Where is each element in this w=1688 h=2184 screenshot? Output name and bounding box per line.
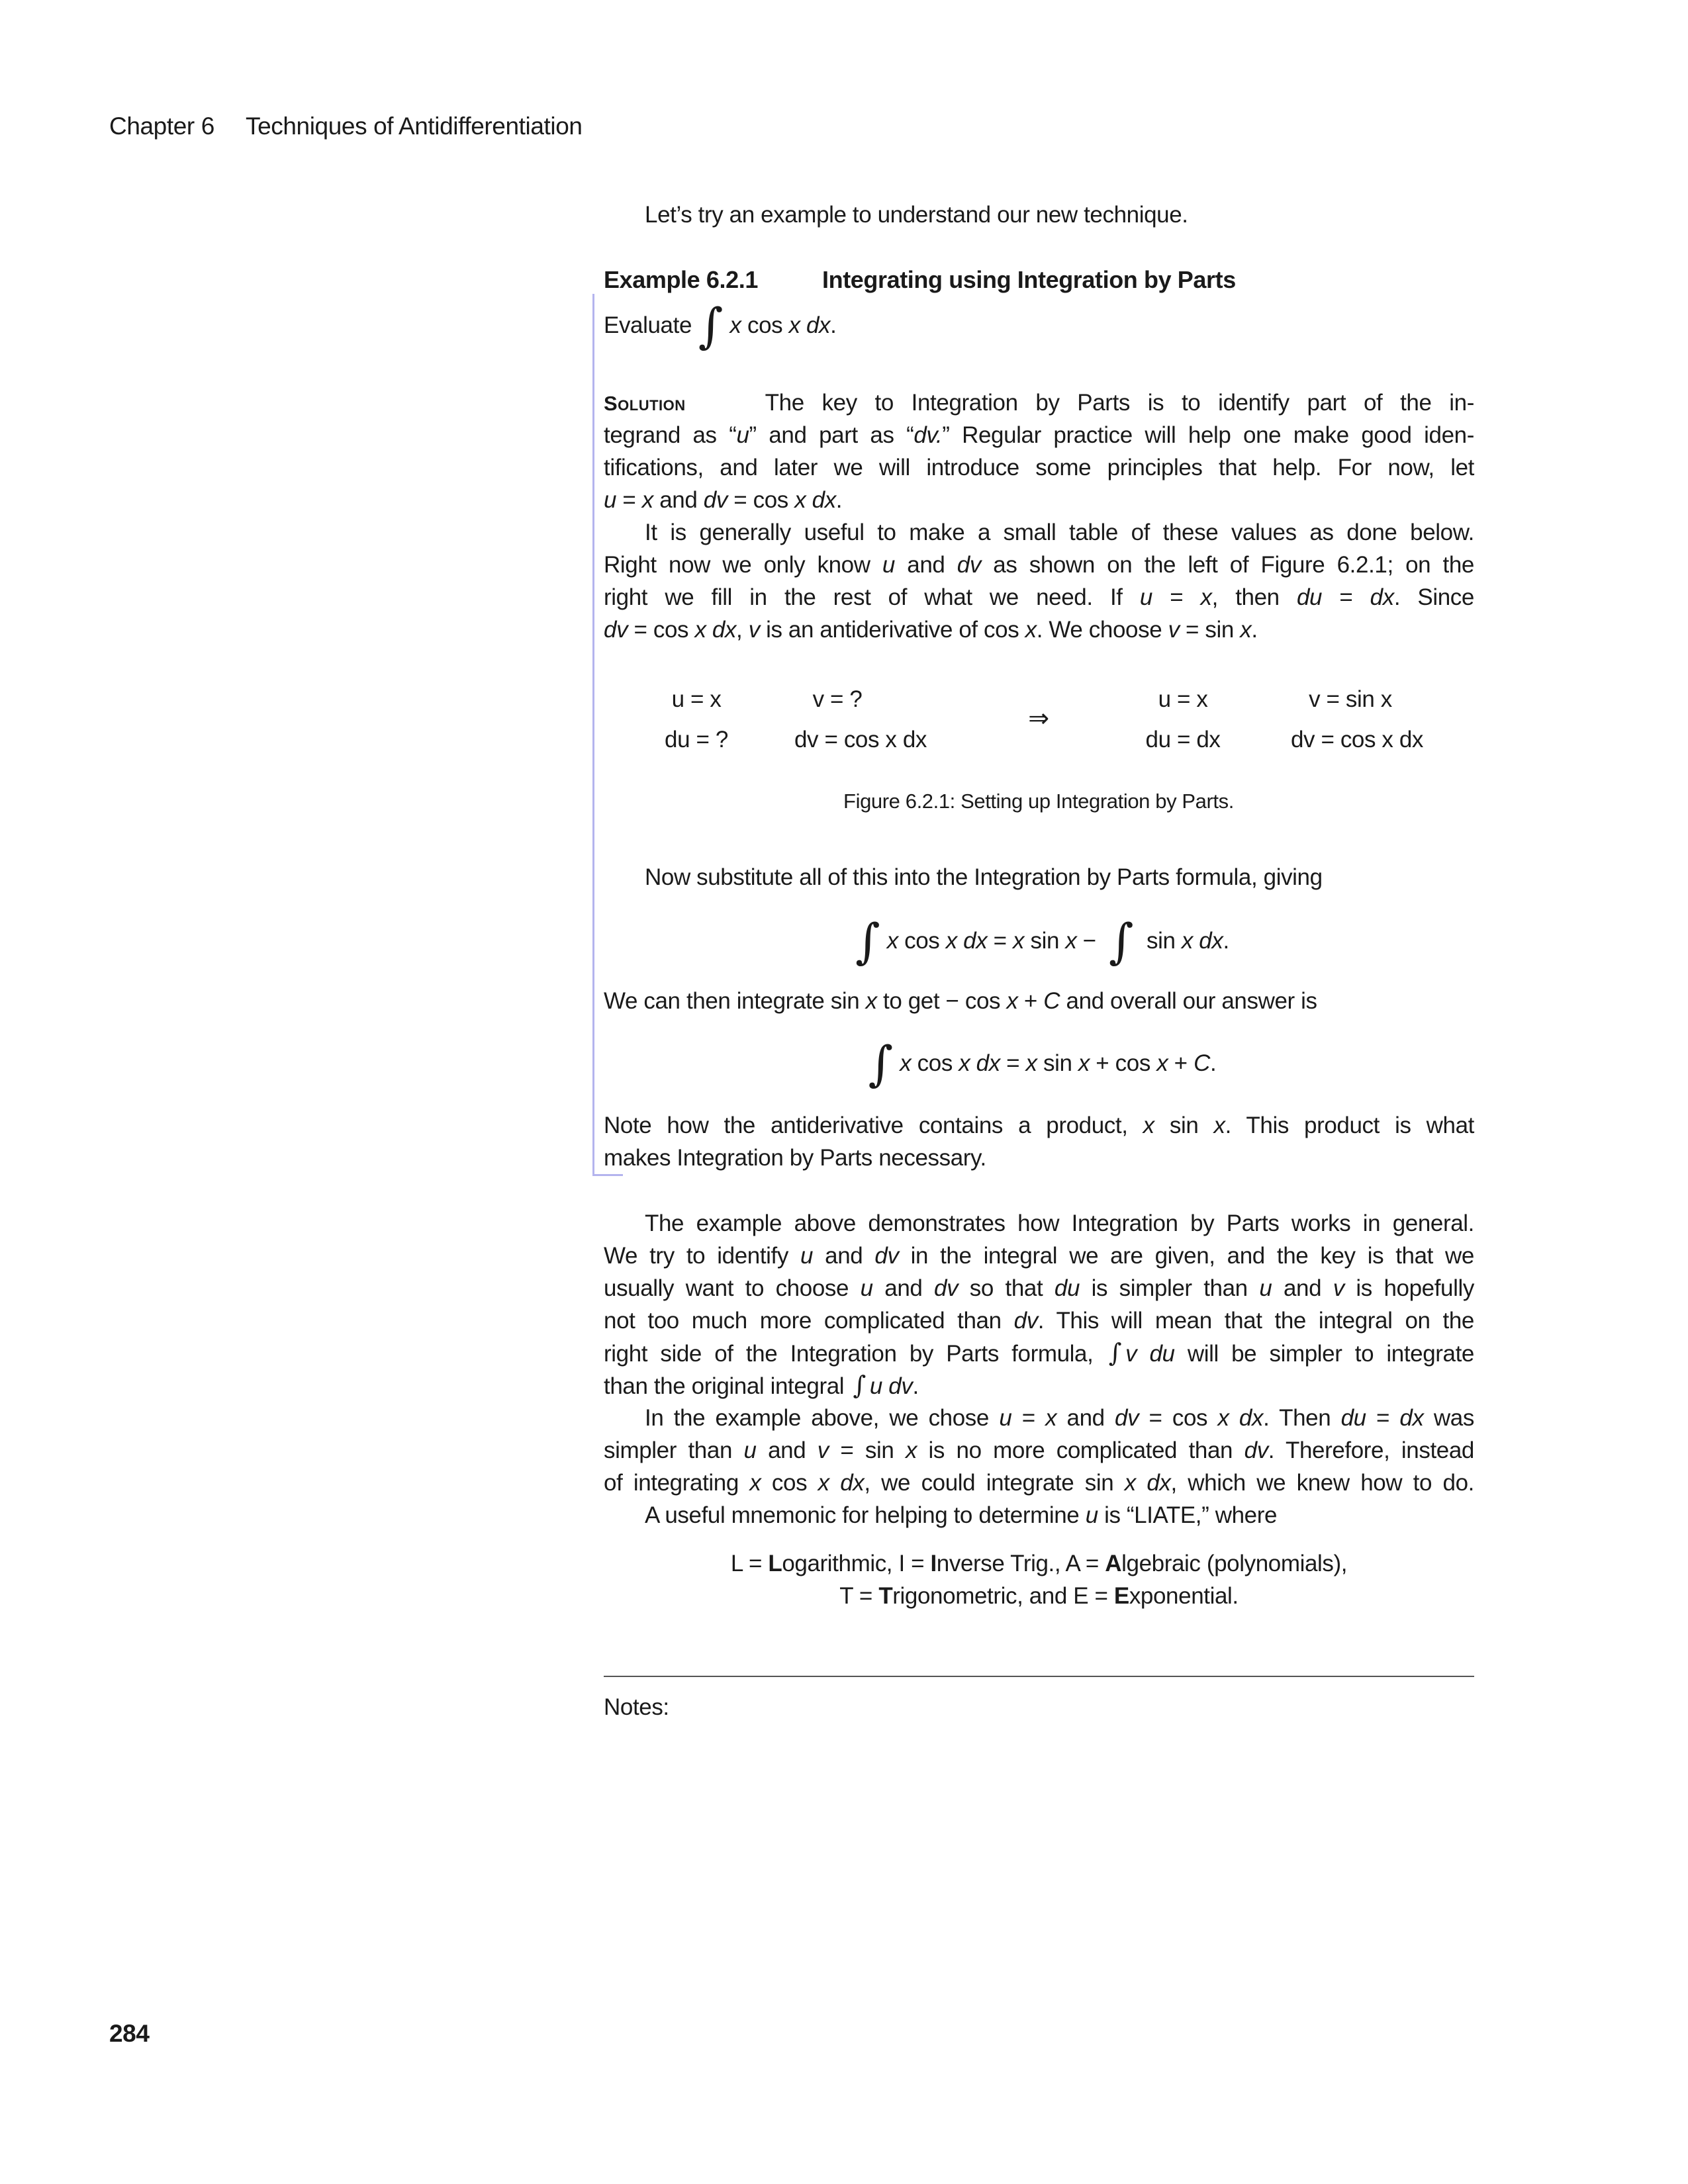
example-title: Integrating using Integration by Parts — [822, 266, 1236, 293]
text-segment: The key to Integration by Parts is to identify part of the in- — [765, 390, 1474, 416]
text-segment: right we fill in the rest of what we need. If — [604, 584, 1140, 610]
text-segment: x — [905, 1437, 917, 1463]
text-segment: x — [749, 1470, 761, 1496]
text-line — [604, 1337, 1474, 1369]
text-segment: dv. — [914, 422, 943, 448]
text-segment: dv — [604, 617, 628, 643]
text-line — [604, 1240, 1474, 1272]
text-segment: u — [743, 1437, 757, 1463]
text-segment: x — [1156, 1050, 1168, 1076]
text-segment: usually want to choose — [604, 1275, 861, 1301]
text-segment: x — [886, 928, 898, 954]
text-segment: x — [1065, 928, 1077, 954]
text-segment: x dx — [959, 1050, 1000, 1076]
text-segment: sin — [1140, 928, 1182, 954]
notes-divider — [604, 1676, 1474, 1677]
text-segment: lgebraic (polynomials), — [1121, 1551, 1348, 1576]
text-segment: = cos — [727, 487, 795, 513]
integral-sign-icon: ∫ — [1109, 913, 1134, 969]
fig-right-dv: dv = cos x dx — [1290, 727, 1424, 752]
text-segment: u — [999, 1405, 1012, 1431]
text-segment: = — [1152, 584, 1201, 610]
integral-sign-icon: ∫ — [853, 1371, 866, 1400]
text-segment: is simpler than — [1080, 1275, 1260, 1301]
text-segment: than the original integral — [604, 1373, 851, 1399]
text-segment: , — [736, 617, 749, 643]
integral-sign-icon: ∫ — [1108, 1338, 1122, 1367]
text-segment: T = — [839, 1583, 879, 1609]
text-segment: cos — [898, 928, 946, 954]
text-segment: . Since — [1393, 584, 1474, 610]
text-segment: tegrand as “ — [604, 422, 737, 448]
text-segment: u — [736, 422, 749, 448]
text-segment: cos — [741, 312, 789, 338]
text-segment: dv — [1013, 1308, 1038, 1334]
text-segment: dv — [703, 487, 727, 513]
text-segment: dv — [934, 1275, 959, 1301]
text-segment: dx — [1399, 1405, 1424, 1431]
text-segment: C — [1194, 1050, 1210, 1076]
note-paragraph — [604, 1109, 1474, 1174]
text-segment: x dx — [1181, 928, 1223, 954]
text-segment: The example above demonstrates how Integration by Parts works in general. — [645, 1210, 1474, 1236]
text-segment: x dx — [694, 617, 737, 643]
text-segment: will be simpler to integrate — [1174, 1341, 1475, 1367]
text-segment: = — [987, 928, 1013, 954]
text-segment: x — [1213, 1113, 1225, 1138]
integrate-paragraph — [604, 985, 1474, 1017]
text-segment: Evaluate — [604, 312, 692, 338]
text-line — [604, 199, 1474, 231]
text-segment: T — [878, 1583, 893, 1609]
text-segment: v — [1168, 617, 1180, 643]
text-segment: + — [1168, 1050, 1194, 1076]
text-segment: = — [1322, 584, 1370, 610]
text-segment: v du — [1125, 1341, 1175, 1367]
text-segment: and — [894, 552, 957, 578]
text-segment: x — [1200, 584, 1212, 610]
text-segment: as shown on the left of Figure 6.2.1; on the — [980, 552, 1474, 578]
text-segment: . — [1251, 617, 1258, 643]
implies-arrow-icon: ⇒ — [1028, 705, 1049, 733]
text-segment: sin — [1024, 928, 1066, 954]
text-segment: in the integral we are given, and the key is that we — [898, 1243, 1474, 1269]
text-segment: u — [800, 1243, 814, 1269]
text-segment: u — [1259, 1275, 1272, 1301]
example-sidebar-bar — [592, 294, 594, 1176]
text-segment: u — [1085, 1502, 1098, 1528]
fig-right-du: du = dx — [1145, 727, 1221, 752]
text-segment: cos — [761, 1470, 818, 1496]
text-segment: = cos — [1139, 1405, 1218, 1431]
text-segment: dx — [1370, 584, 1394, 610]
text-segment: Right now we only know — [604, 552, 882, 578]
text-segment: dv — [874, 1243, 899, 1269]
running-header — [109, 113, 583, 140]
text-segment: I — [930, 1551, 937, 1576]
substitute-paragraph — [604, 861, 1474, 893]
text-segment: x — [865, 988, 877, 1014]
text-segment: and — [872, 1275, 935, 1301]
text-segment: , we could integrate sin — [864, 1470, 1125, 1496]
text-segment: E — [1113, 1583, 1129, 1609]
text-segment: nverse Trig., A = — [936, 1551, 1105, 1576]
text-segment: du — [1340, 1405, 1366, 1431]
text-segment: x — [729, 312, 741, 338]
text-line — [604, 1434, 1474, 1467]
text-segment: to get − cos — [876, 988, 1007, 1014]
text-segment: x — [900, 1050, 912, 1076]
text-segment: x — [1078, 1050, 1090, 1076]
text-segment: tifications, and later we will introduce some principles that help. For now, let — [604, 455, 1474, 480]
text-line — [604, 419, 1474, 451]
example-number: Example 6.2.1 — [604, 266, 758, 293]
intro-paragraph — [604, 199, 1474, 231]
text-segment: . Then — [1263, 1405, 1341, 1431]
text-segment: , which we knew how to do. — [1170, 1470, 1474, 1496]
text-line — [604, 1402, 1474, 1434]
text-segment: cos — [911, 1050, 959, 1076]
text-segment: x — [1025, 617, 1037, 643]
text-segment: xponential. — [1129, 1583, 1239, 1609]
text-segment: = — [616, 487, 642, 513]
text-segment: We can then integrate sin — [604, 988, 866, 1014]
text-segment: so that — [958, 1275, 1055, 1301]
integral-sign-icon: ∫ — [868, 1036, 894, 1091]
fig-left-du: du = ? — [665, 727, 728, 752]
text-segment: x — [1143, 1113, 1154, 1138]
equation-parts — [604, 913, 1474, 969]
text-segment: v — [1333, 1275, 1344, 1301]
text-line — [604, 484, 1474, 516]
text-line — [604, 1467, 1474, 1499]
text-segment: and — [1056, 1405, 1115, 1431]
evaluate-statement — [604, 298, 1474, 353]
text-segment: L — [768, 1551, 782, 1576]
text-segment: ” Regular practice will help one make good iden- — [942, 422, 1474, 448]
fig-right-v: v = sin x — [1309, 686, 1392, 712]
text-line — [604, 1304, 1474, 1337]
text-segment: u — [860, 1275, 873, 1301]
text-segment: x dx — [788, 312, 831, 338]
text-segment: dv — [1115, 1405, 1139, 1431]
text-segment: A useful mnemonic for helping to determine — [645, 1502, 1086, 1528]
text-segment: + cos — [1089, 1050, 1157, 1076]
text-segment: . — [1223, 928, 1229, 954]
chapter-title: Techniques of Antidifferentiation — [246, 113, 583, 140]
integral-sign-icon: ∫ — [698, 298, 724, 353]
text-line — [604, 581, 1474, 614]
text-line — [604, 1580, 1474, 1612]
text-line — [604, 549, 1474, 581]
text-segment: In the example above, we chose — [645, 1405, 1000, 1431]
text-segment: = — [1000, 1050, 1026, 1076]
text-segment: and — [1272, 1275, 1333, 1301]
text-segment: and overall our answer is — [1060, 988, 1317, 1014]
integral-sign-icon: ∫ — [855, 913, 880, 969]
text-segment: C — [1043, 988, 1060, 1014]
fig-left-dv: dv = cos x dx — [794, 727, 927, 752]
text-segment: . Therefore, instead — [1268, 1437, 1474, 1463]
text-line — [604, 298, 1474, 353]
text-segment: sin — [1154, 1113, 1214, 1138]
equation-answer — [604, 1036, 1474, 1091]
text-segment: and — [756, 1437, 818, 1463]
text-segment: du — [1296, 584, 1323, 610]
page-number: 284 — [109, 2020, 150, 2047]
text-segment: = sin — [1179, 617, 1241, 643]
text-segment: u dv — [869, 1373, 913, 1399]
text-segment: is hopefully — [1344, 1275, 1474, 1301]
text-segment: Note how the antiderivative contains a product, — [604, 1113, 1143, 1138]
text-segment: of integrating — [604, 1470, 750, 1496]
text-segment: dv — [1244, 1437, 1268, 1463]
solution-paragraph — [604, 387, 1474, 646]
text-segment: L = — [730, 1551, 769, 1576]
text-segment: . This will mean that the integral on the — [1037, 1308, 1474, 1334]
text-segment: simpler than — [604, 1437, 744, 1463]
text-segment: and — [813, 1243, 875, 1269]
text-line — [604, 1207, 1474, 1240]
text-segment: du — [1054, 1275, 1080, 1301]
text-segment: = — [1011, 1405, 1046, 1431]
text-segment: x dx — [1217, 1405, 1264, 1431]
general-paragraph — [604, 1207, 1474, 1531]
text-segment: Let’s try an example to understand our new technique. — [645, 202, 1188, 228]
text-segment: x — [1025, 1050, 1037, 1076]
text-segment: . This product is what — [1225, 1113, 1474, 1138]
text-segment: ogarithmic, I = — [782, 1551, 931, 1576]
text-segment: It is generally useful to make a small table of these values as done below. — [645, 520, 1474, 545]
example-sidebar-end — [592, 1174, 623, 1176]
text-line — [604, 516, 1474, 549]
text-line — [604, 614, 1474, 646]
text-segment: makes Integration by Parts necessary. — [604, 1145, 986, 1171]
text-segment: We try to identify — [604, 1243, 801, 1269]
notes-label: Notes: — [604, 1694, 669, 1720]
example-heading — [604, 263, 1236, 296]
text-segment: is an antiderivative of cos — [759, 617, 1025, 643]
text-line — [604, 1109, 1474, 1142]
text-segment: = — [1366, 1405, 1400, 1431]
text-segment: x dx — [945, 928, 988, 954]
text-line — [604, 1142, 1474, 1174]
text-line — [604, 913, 1474, 969]
text-segment: is no more complicated than — [917, 1437, 1244, 1463]
text-segment: x dx — [1124, 1470, 1171, 1496]
text-segment: dv — [957, 552, 981, 578]
text-segment: v — [817, 1437, 829, 1463]
text-segment: u — [882, 552, 895, 578]
text-segment: . We choose — [1036, 617, 1168, 643]
fig-left-u: u = x — [671, 686, 722, 712]
text-segment: and — [653, 487, 704, 513]
text-line — [604, 451, 1474, 484]
text-segment: ” and part as “ — [749, 422, 914, 448]
text-segment: + — [1017, 988, 1044, 1014]
text-segment: x — [1013, 928, 1025, 954]
text-line — [604, 1369, 1474, 1402]
text-line — [604, 1547, 1474, 1580]
text-segment: was — [1423, 1405, 1474, 1431]
solution-label: Solution — [604, 392, 686, 415]
text-segment: u — [604, 487, 617, 513]
figure-caption: Figure 6.2.1: Setting up Integration by Parts. — [843, 790, 1234, 813]
text-segment: x — [641, 487, 653, 513]
text-line — [604, 1272, 1474, 1304]
fig-left-v: v = ? — [812, 686, 863, 712]
text-segment: v — [748, 617, 760, 643]
text-segment: rigonometric, and E = — [892, 1583, 1114, 1609]
text-segment: x — [1006, 988, 1018, 1014]
text-segment: . — [912, 1373, 919, 1399]
text-segment: x dx — [818, 1470, 865, 1496]
text-segment: . — [830, 312, 837, 338]
text-line — [604, 1499, 1474, 1531]
text-line — [604, 387, 1474, 419]
text-segment: x — [1240, 617, 1252, 643]
text-segment: . — [1209, 1050, 1217, 1076]
text-segment: right side of the Integration by Parts formula, — [604, 1341, 1106, 1367]
text-segment: sin — [1037, 1050, 1078, 1076]
fig-right-u: u = x — [1158, 686, 1208, 712]
text-segment: . — [835, 487, 843, 513]
chapter-number: Chapter 6 — [109, 113, 214, 140]
text-segment: = sin — [828, 1437, 906, 1463]
text-segment: x dx — [794, 487, 836, 513]
liate-mnemonic — [604, 1547, 1474, 1612]
text-segment: Now substitute all of this into the Integration by Parts formula, giving — [645, 864, 1323, 890]
text-line — [604, 1036, 1474, 1091]
text-segment: , then — [1211, 584, 1297, 610]
text-segment: is “LIATE,” where — [1098, 1502, 1278, 1528]
text-segment: u — [1139, 584, 1152, 610]
text-line — [604, 985, 1474, 1017]
text-segment: A — [1105, 1551, 1122, 1576]
text-segment: x — [1045, 1405, 1057, 1431]
text-line — [604, 861, 1474, 893]
text-segment: = cos — [628, 617, 695, 643]
text-segment: − — [1076, 928, 1103, 954]
text-segment: not too much more complicated than — [604, 1308, 1014, 1334]
